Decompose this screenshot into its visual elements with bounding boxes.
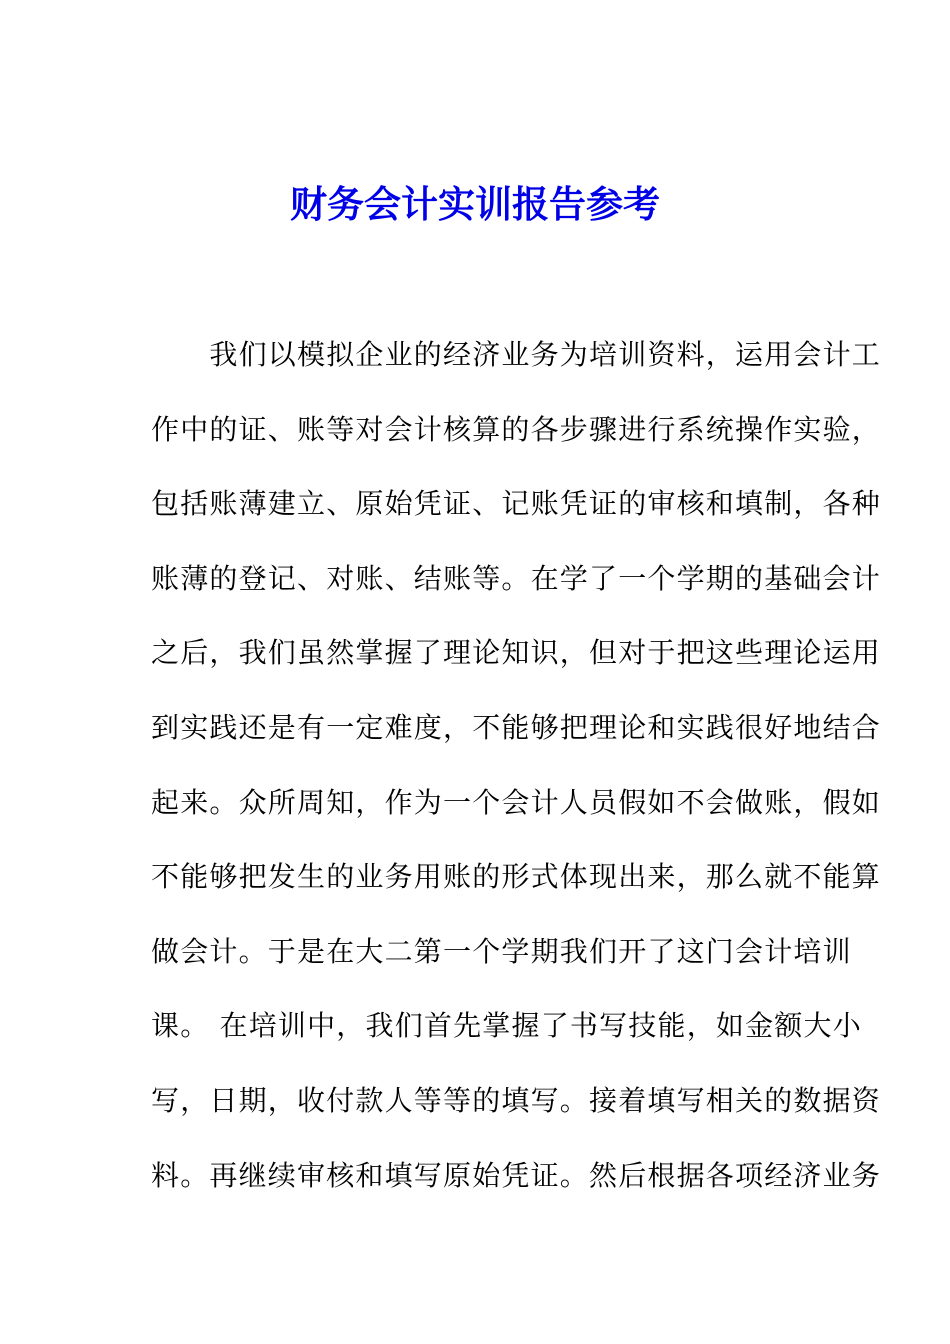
document-body	[151, 328, 882, 1223]
body-line: 起来。众所周知，作为一个会计人员假如不会做账，假如	[151, 785, 882, 819]
body-line: 到实践还是有一定难度，不能够把理论和实践很好地结合	[151, 710, 882, 744]
body-line: 之后，我们虽然掌握了理论知识，但对于把这些理论运用	[151, 636, 882, 670]
body-line: 账薄的登记、对账、结账等。在学了一个学期的基础会计	[151, 561, 882, 595]
document-title: 财务会计实训报告参考	[290, 182, 660, 226]
body-line: 做会计。于是在大二第一个学期我们开了这门会计培训	[151, 934, 852, 968]
body-line: 包括账薄建立、原始凭证、记账凭证的审核和填制，各种	[151, 487, 882, 521]
body-line: 作中的证、账等对会计核算的各步骤进行系统操作实验，	[151, 412, 882, 446]
body-line: 料。再继续审核和填写原始凭证。然后根据各项经济业务	[151, 1158, 882, 1192]
body-line: 我们以模拟企业的经济业务为培训资料，运用会计工	[151, 338, 882, 371]
body-line: 课。 在培训中，我们首先掌握了书写技能，如金额大小	[151, 1009, 862, 1043]
body-line: 写，日期，收付款人等等的填写。接着填写相关的数据资	[151, 1083, 882, 1117]
body-line: 不能够把发生的业务用账的形式体现出来，那么就不能算	[151, 860, 882, 894]
